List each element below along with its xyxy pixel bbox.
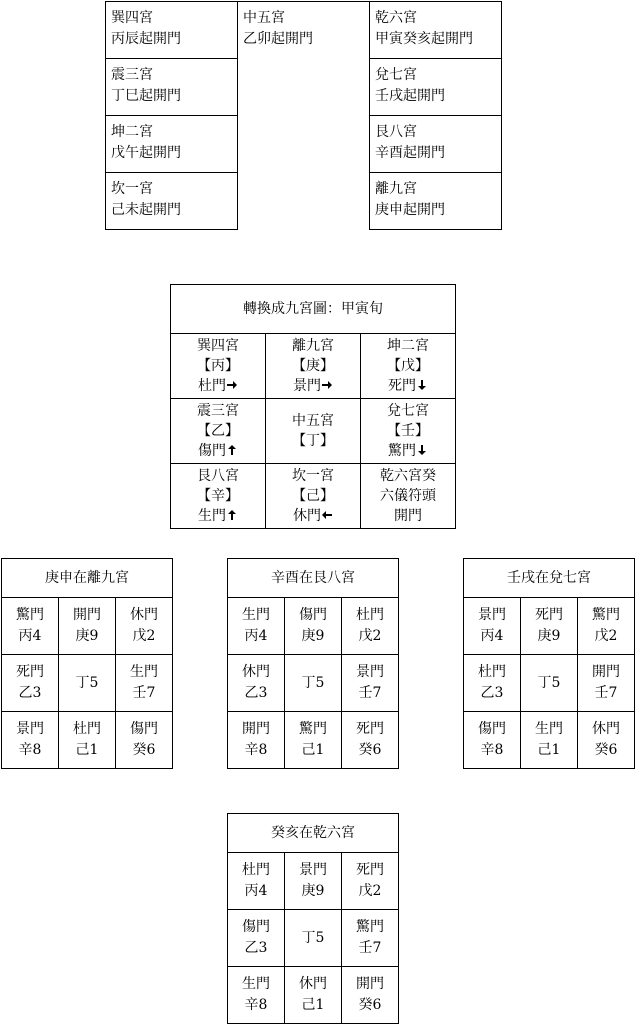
conv-cell-kan1	[266, 464, 361, 529]
stem-label: 丙4	[18, 628, 42, 644]
grid-cell	[116, 655, 173, 712]
palace-start-grid	[105, 1, 502, 230]
conv-cell-xun4	[171, 334, 266, 399]
grid-cell	[342, 655, 399, 712]
grid-cell	[521, 655, 578, 712]
grid-title: 庚申在離九宮	[2, 559, 173, 598]
grid-cell	[521, 598, 578, 655]
palace-start: 乙卯起開門	[243, 31, 313, 47]
palace-stem: 【己】	[292, 488, 334, 504]
palace-name: 兌七宮	[387, 403, 429, 419]
palace-start: 庚申起開門	[375, 202, 445, 218]
door-label: 景門	[16, 721, 44, 737]
stem-label: 己1	[75, 742, 99, 758]
palace-cell-xun4	[106, 2, 238, 59]
palace-name: 離九宮	[375, 181, 417, 197]
stem-label: 庚9	[301, 628, 325, 644]
grid-cell	[228, 853, 285, 910]
grid-dui7	[463, 558, 635, 769]
conv-cell-li9	[266, 334, 361, 399]
palace-name: 乾六宮	[375, 10, 417, 26]
grid-cell	[59, 598, 116, 655]
grid-cell	[285, 655, 342, 712]
qian6-line1: 乾六宮癸	[380, 468, 436, 484]
palace-door: 生門	[198, 508, 226, 524]
palace-stem: 【辛】	[197, 488, 239, 504]
stem-label: 己1	[301, 997, 325, 1013]
palace-name: 中五宮	[243, 10, 285, 26]
door-label: 傷門	[130, 721, 158, 737]
stem-label: 戊2	[358, 883, 382, 899]
qian6-line3: 開門	[394, 508, 422, 524]
grid-title: 辛酉在艮八宮	[228, 559, 399, 598]
conv-cell-dui7	[361, 399, 456, 464]
stem-label: 丙4	[244, 628, 268, 644]
grid-cell	[342, 853, 399, 910]
arrow-right-icon	[321, 379, 333, 391]
stem-label: 辛8	[244, 742, 268, 758]
door-label: 開門	[242, 721, 270, 737]
arrow-up-icon	[226, 444, 238, 456]
grid-gen8	[227, 558, 399, 769]
door-label: 驚門	[356, 919, 384, 935]
palace-cell-zhen3	[106, 59, 238, 116]
grid-cell	[342, 967, 399, 1024]
stem-label: 丁5	[537, 674, 561, 691]
door-label: 死門	[535, 607, 563, 623]
door-label: 傷門	[299, 607, 327, 623]
door-label: 生門	[535, 721, 563, 737]
grid-cell	[2, 655, 59, 712]
conv-cell-kun2	[361, 334, 456, 399]
palace-name: 離九宮	[292, 338, 334, 354]
door-label: 休門	[592, 721, 620, 737]
grid-cell	[464, 598, 521, 655]
arrow-down-icon	[416, 444, 428, 456]
arrow-left-icon	[321, 509, 333, 521]
grid-cell	[59, 655, 116, 712]
stem-label: 壬7	[358, 940, 382, 956]
qian6-line2: 六儀符頭	[380, 488, 436, 504]
door-label: 景門	[356, 664, 384, 680]
grid-cell	[578, 655, 635, 712]
palace-name: 巽四宮	[111, 10, 153, 26]
grid-cell	[578, 598, 635, 655]
stem-label: 丁5	[301, 929, 325, 946]
stem-label: 戊2	[132, 628, 156, 644]
door-label: 景門	[478, 607, 506, 623]
stem-label: 癸6	[132, 742, 156, 758]
stem-label: 丁5	[75, 674, 99, 691]
palace-name: 巽四宮	[197, 338, 239, 354]
grid-cell	[228, 598, 285, 655]
grid-cell	[228, 655, 285, 712]
stem-label: 庚9	[75, 628, 99, 644]
stem-label: 壬7	[594, 685, 618, 701]
palace-door: 死門	[388, 378, 416, 394]
conv-cell-zhen3	[171, 399, 266, 464]
grid-cell	[464, 712, 521, 769]
arrow-up-icon	[226, 509, 238, 521]
palace-start: 壬戌起開門	[375, 88, 445, 104]
grid-cell	[285, 712, 342, 769]
palace-stem: 【戊】	[387, 358, 429, 374]
stem-label: 壬7	[358, 685, 382, 701]
stem-label: 壬7	[132, 685, 156, 701]
door-label: 生門	[242, 607, 270, 623]
door-label: 驚門	[299, 721, 327, 737]
palace-door: 景門	[293, 378, 321, 394]
grid-cell	[285, 853, 342, 910]
palace-name: 坎一宮	[292, 468, 334, 484]
conv-cell-gen8	[171, 464, 266, 529]
blank-cell	[238, 59, 370, 116]
palace-door: 休門	[293, 508, 321, 524]
grid-cell	[228, 910, 285, 967]
door-label: 開門	[356, 976, 384, 992]
grid-cell	[228, 967, 285, 1024]
palace-start: 丁巳起開門	[111, 88, 181, 104]
grid-cell	[342, 598, 399, 655]
conv-cell-qian6	[361, 464, 456, 529]
palace-cell-li9	[370, 173, 502, 230]
conversion-title: 轉換成九宮圖：甲寅旬	[171, 285, 456, 334]
door-label: 死門	[356, 721, 384, 737]
stem-label: 丙4	[244, 883, 268, 899]
grid-cell	[342, 712, 399, 769]
door-label: 杜門	[478, 664, 506, 680]
conversion-grid	[170, 284, 456, 529]
palace-stem: 【庚】	[292, 358, 334, 374]
grid-title: 癸亥在乾六宮	[228, 814, 399, 853]
stem-label: 己1	[537, 742, 561, 758]
door-label: 景門	[299, 862, 327, 878]
stem-label: 乙3	[18, 685, 42, 701]
arrow-down-icon	[416, 379, 428, 391]
grid-cell	[521, 712, 578, 769]
door-label: 休門	[130, 607, 158, 623]
grid-cell	[228, 712, 285, 769]
stem-label: 乙3	[480, 685, 504, 701]
grid-cell	[116, 712, 173, 769]
stem-label: 戊2	[594, 628, 618, 644]
stem-label: 庚9	[537, 628, 561, 644]
grid-cell	[116, 598, 173, 655]
palace-name: 艮八宮	[197, 468, 239, 484]
stem-label: 乙3	[244, 940, 268, 956]
grid-cell	[342, 910, 399, 967]
palace-start: 己未起開門	[111, 202, 181, 218]
arrow-right-icon	[226, 379, 238, 391]
palace-start: 甲寅癸亥起開門	[375, 31, 473, 47]
palace-name: 震三宮	[197, 403, 239, 419]
palace-stem: 【丁】	[292, 433, 334, 449]
blank-cell	[238, 173, 370, 230]
palace-cell-gen8	[370, 116, 502, 173]
stem-label: 乙3	[244, 685, 268, 701]
stem-label: 戊2	[358, 628, 382, 644]
conv-cell-zhong5	[266, 399, 361, 464]
door-label: 杜門	[356, 607, 384, 623]
stem-label: 己1	[301, 742, 325, 758]
palace-name: 坤二宮	[111, 124, 153, 140]
grid-cell	[285, 910, 342, 967]
palace-name: 中五宮	[292, 413, 334, 429]
door-label: 死門	[356, 862, 384, 878]
door-label: 杜門	[73, 721, 101, 737]
palace-stem: 【丙】	[197, 358, 239, 374]
palace-cell-qian6	[370, 2, 502, 59]
palace-cell-dui7	[370, 59, 502, 116]
stem-label: 癸6	[358, 997, 382, 1013]
stem-label: 癸6	[358, 742, 382, 758]
palace-cell-zhong5	[238, 2, 370, 59]
stem-label: 辛8	[18, 742, 42, 758]
grid-cell	[2, 598, 59, 655]
palace-name: 艮八宮	[375, 124, 417, 140]
palace-stem: 【壬】	[387, 423, 429, 439]
grid-li9	[1, 558, 173, 769]
palace-stem: 【乙】	[197, 423, 239, 439]
palace-start: 戊午起開門	[111, 145, 181, 161]
stem-label: 丙4	[480, 628, 504, 644]
door-label: 生門	[130, 664, 158, 680]
grid-qian6	[227, 813, 399, 1024]
grid-cell	[59, 712, 116, 769]
grid-title: 壬戌在兌七宮	[464, 559, 635, 598]
stem-label: 癸6	[594, 742, 618, 758]
palace-door: 傷門	[198, 443, 226, 459]
door-label: 驚門	[592, 607, 620, 623]
palace-door: 杜門	[198, 378, 226, 394]
grid-cell	[2, 712, 59, 769]
palace-name: 震三宮	[111, 67, 153, 83]
palace-start: 丙辰起開門	[111, 31, 181, 47]
stem-label: 丁5	[301, 674, 325, 691]
stem-label: 庚9	[301, 883, 325, 899]
grid-cell	[285, 967, 342, 1024]
door-label: 休門	[242, 664, 270, 680]
grid-cell	[464, 655, 521, 712]
palace-name: 兌七宮	[375, 67, 417, 83]
door-label: 開門	[592, 664, 620, 680]
door-label: 休門	[299, 976, 327, 992]
door-label: 驚門	[16, 607, 44, 623]
palace-start: 辛酉起開門	[375, 145, 445, 161]
palace-cell-kun2	[106, 116, 238, 173]
door-label: 傷門	[242, 919, 270, 935]
stem-label: 辛8	[244, 997, 268, 1013]
door-label: 杜門	[242, 862, 270, 878]
stem-label: 辛8	[480, 742, 504, 758]
grid-cell	[285, 598, 342, 655]
palace-name: 坤二宮	[387, 338, 429, 354]
palace-name: 坎一宮	[111, 181, 153, 197]
palace-door: 驚門	[388, 443, 416, 459]
grid-cell	[578, 712, 635, 769]
door-label: 死門	[16, 664, 44, 680]
door-label: 生門	[242, 976, 270, 992]
palace-cell-kan1	[106, 173, 238, 230]
door-label: 傷門	[478, 721, 506, 737]
blank-cell	[238, 116, 370, 173]
door-label: 開門	[73, 607, 101, 623]
